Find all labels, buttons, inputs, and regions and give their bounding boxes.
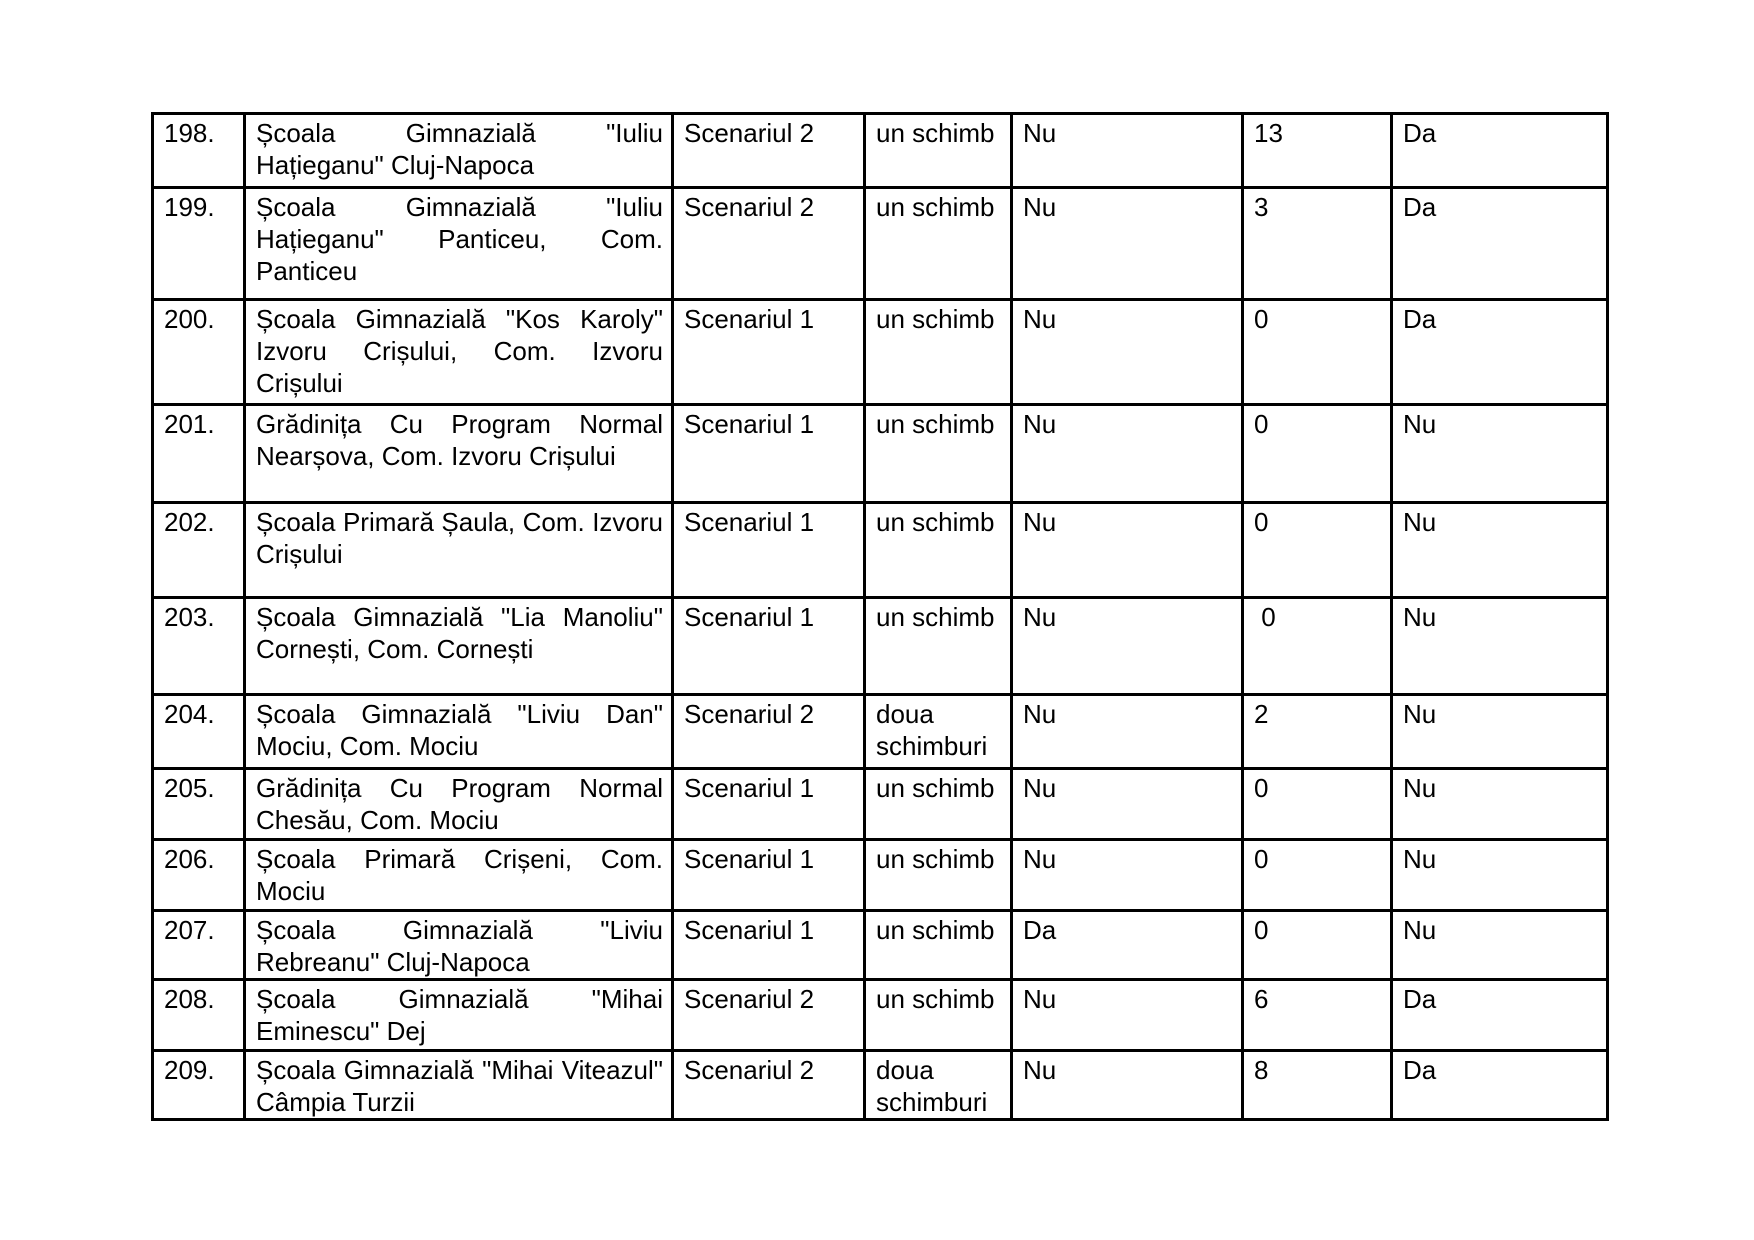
school-name-cell: Școala Gimnazială "Iuliu Hațieganu" Panticeu, Com. Panticeu: [245, 188, 673, 300]
school-name-cell: Grădinița Cu Program Normal Chesău, Com. Mociu: [245, 769, 673, 840]
table-row: [153, 911, 1608, 980]
value-cell: 0: [1243, 503, 1392, 598]
scenario-cell: Scenariul 1: [673, 598, 865, 695]
shift-cell: doua schimburi: [865, 695, 1012, 769]
table-row: [153, 300, 1608, 405]
value-cell: 3: [1243, 188, 1392, 300]
scenario-cell: Scenariul 2: [673, 114, 865, 188]
school-name-cell: Școala Gimnazială "Lia Manoliu" Cornești, Com. Cornești: [245, 598, 673, 695]
row-number-cell: 201.: [153, 405, 245, 503]
school-name-cell: Școala Gimnazială "Iuliu Hațieganu" Cluj-Napoca: [245, 114, 673, 188]
value-cell: 0: [1243, 911, 1392, 980]
flag2-cell: Da: [1392, 114, 1608, 188]
shift-cell: un schimb: [865, 405, 1012, 503]
row-number-cell: 205.: [153, 769, 245, 840]
school-name-cell: Școala Gimnazială "Liviu Dan" Mociu, Com. Mociu: [245, 695, 673, 769]
row-number-cell: 208.: [153, 980, 245, 1051]
table-row: [153, 840, 1608, 911]
shift-cell: un schimb: [865, 188, 1012, 300]
schools-table: [151, 112, 1609, 1121]
school-name-cell: Grădinița Cu Program Normal Nearșova, Com. Izvoru Crișului: [245, 405, 673, 503]
school-name-cell: Școala Primară Crișeni, Com. Mociu: [245, 840, 673, 911]
shift-cell: un schimb: [865, 840, 1012, 911]
shift-cell: doua schimburi: [865, 1051, 1012, 1120]
shift-cell: un schimb: [865, 911, 1012, 980]
value-cell: 0: [1243, 300, 1392, 405]
row-number-cell: 207.: [153, 911, 245, 980]
shift-cell: un schimb: [865, 980, 1012, 1051]
scenario-cell: Scenariul 1: [673, 769, 865, 840]
row-number-cell: 204.: [153, 695, 245, 769]
table-row: [153, 188, 1608, 300]
row-number-cell: 206.: [153, 840, 245, 911]
flag2-cell: Nu: [1392, 911, 1608, 980]
scenario-cell: Scenariul 2: [673, 188, 865, 300]
flag2-cell: Nu: [1392, 695, 1608, 769]
flag1-cell: Nu: [1012, 503, 1243, 598]
row-number-cell: 200.: [153, 300, 245, 405]
value-cell: 0: [1243, 405, 1392, 503]
school-name-cell: Școala Gimnazială "Liviu Rebreanu" Cluj-Napoca: [245, 911, 673, 980]
flag1-cell: Nu: [1012, 405, 1243, 503]
row-number-cell: 198.: [153, 114, 245, 188]
value-cell: 13: [1243, 114, 1392, 188]
scenario-cell: Scenariul 2: [673, 695, 865, 769]
shift-cell: un schimb: [865, 503, 1012, 598]
flag1-cell: Nu: [1012, 598, 1243, 695]
value-cell: 2: [1243, 695, 1392, 769]
flag1-cell: Nu: [1012, 840, 1243, 911]
table-row: [153, 405, 1608, 503]
table-row: [153, 695, 1608, 769]
flag2-cell: Da: [1392, 300, 1608, 405]
scenario-cell: Scenariul 1: [673, 300, 865, 405]
row-number-cell: 199.: [153, 188, 245, 300]
table-row: [153, 1051, 1608, 1120]
school-name-cell: Școala Gimnazială "Mihai Eminescu" Dej: [245, 980, 673, 1051]
shift-cell: un schimb: [865, 598, 1012, 695]
value-cell: 0: [1243, 598, 1392, 695]
shift-cell: un schimb: [865, 114, 1012, 188]
flag1-cell: Nu: [1012, 188, 1243, 300]
table-row: [153, 503, 1608, 598]
flag1-cell: Nu: [1012, 1051, 1243, 1120]
flag2-cell: Nu: [1392, 769, 1608, 840]
scenario-cell: Scenariul 2: [673, 980, 865, 1051]
value-cell: 0: [1243, 769, 1392, 840]
flag1-cell: Nu: [1012, 114, 1243, 188]
scenario-cell: Scenariul 1: [673, 405, 865, 503]
value-cell: 6: [1243, 980, 1392, 1051]
scenario-cell: Scenariul 2: [673, 1051, 865, 1120]
flag2-cell: Da: [1392, 980, 1608, 1051]
flag2-cell: Da: [1392, 188, 1608, 300]
flag1-cell: Nu: [1012, 980, 1243, 1051]
table-row: [153, 114, 1608, 188]
school-name-cell: Școala Primară Șaula, Com. Izvoru Crișului: [245, 503, 673, 598]
flag2-cell: Nu: [1392, 405, 1608, 503]
flag1-cell: Nu: [1012, 769, 1243, 840]
table-row: [153, 769, 1608, 840]
row-number-cell: 202.: [153, 503, 245, 598]
table-row: [153, 980, 1608, 1051]
flag2-cell: Nu: [1392, 503, 1608, 598]
value-cell: 8: [1243, 1051, 1392, 1120]
flag2-cell: Nu: [1392, 840, 1608, 911]
scenario-cell: Scenariul 1: [673, 503, 865, 598]
shift-cell: un schimb: [865, 300, 1012, 405]
flag1-cell: Da: [1012, 911, 1243, 980]
school-name-cell: Școala Gimnazială "Mihai Viteazul" Câmpia Turzii: [245, 1051, 673, 1120]
value-cell: 0: [1243, 840, 1392, 911]
row-number-cell: 209.: [153, 1051, 245, 1120]
scenario-cell: Scenariul 1: [673, 911, 865, 980]
row-number-cell: 203.: [153, 598, 245, 695]
table-row: [153, 598, 1608, 695]
flag2-cell: Nu: [1392, 598, 1608, 695]
school-name-cell: Școala Gimnazială "Kos Karoly" Izvoru Crișului, Com. Izvoru Crișului: [245, 300, 673, 405]
flag1-cell: Nu: [1012, 695, 1243, 769]
flag2-cell: Da: [1392, 1051, 1608, 1120]
shift-cell: un schimb: [865, 769, 1012, 840]
scenario-cell: Scenariul 1: [673, 840, 865, 911]
flag1-cell: Nu: [1012, 300, 1243, 405]
